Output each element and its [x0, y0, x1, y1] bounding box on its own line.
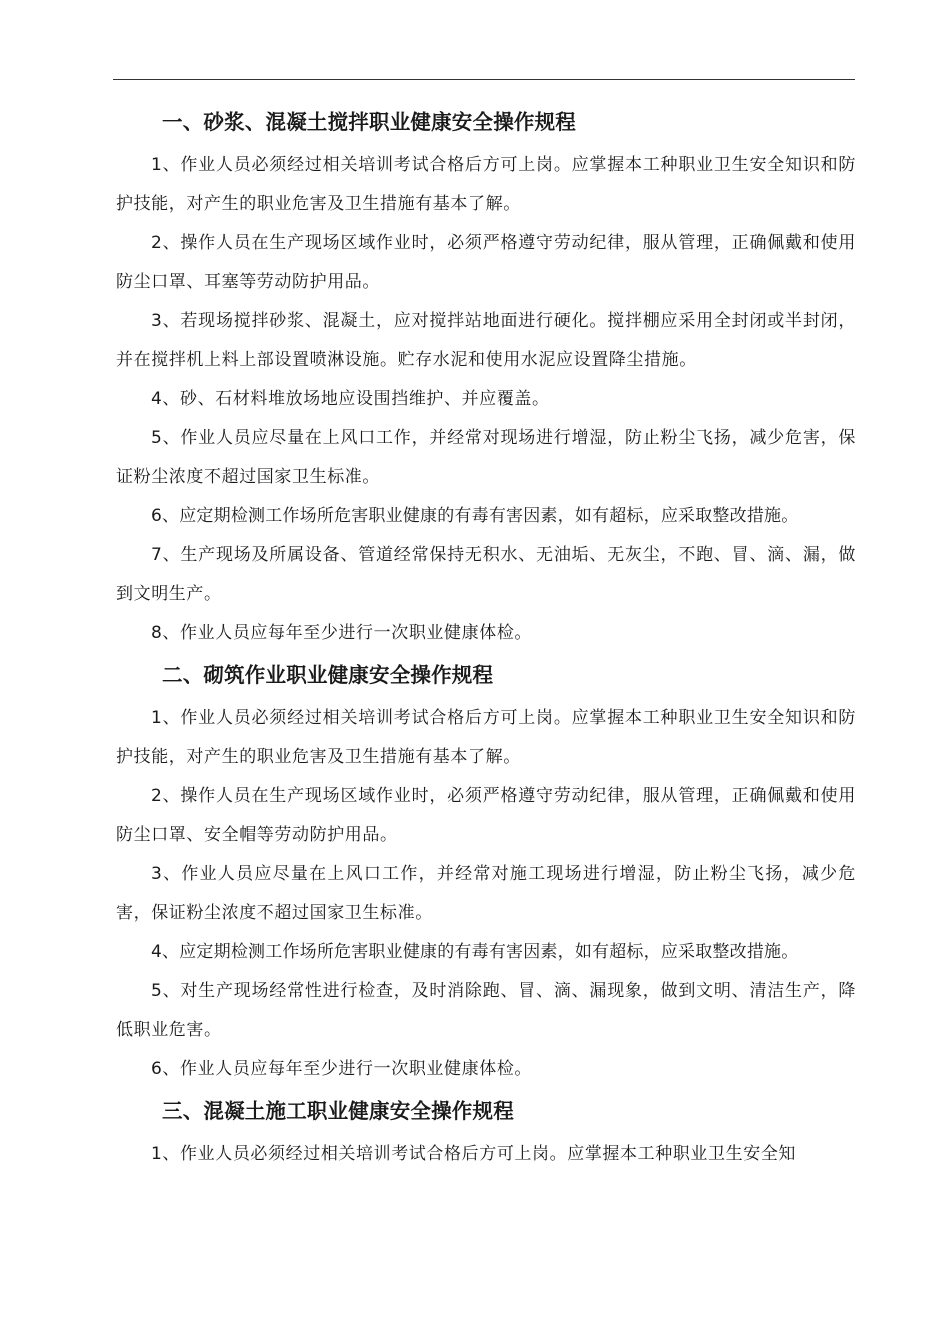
section-heading: 二、砌筑作业职业健康安全操作规程: [162, 663, 494, 687]
list-item: 2、操作人员在生产现场区域作业时，必须严格遵守劳动纪律，服从管理，正确佩戴和使用防尘口罩、安全帽等劳动防护用品。: [116, 786, 856, 845]
list-item: 1、作业人员必须经过相关培训考试合格后方可上岗。应掌握本工种职业卫生安全知识和防护技能，对产生的职业危害及卫生措施有基本了解。: [116, 708, 856, 767]
header-rule: [113, 79, 855, 80]
list-item: 1、作业人员必须经过相关培训考试合格后方可上岗。应掌握本工种职业卫生安全知: [151, 1144, 797, 1164]
section-heading: 一、砂浆、混凝土搅拌职业健康安全操作规程: [162, 110, 576, 134]
section-heading: 三、混凝土施工职业健康安全操作规程: [162, 1099, 514, 1123]
list-item: 3、作业人员应尽量在上风口工作，并经常对施工现场进行增湿，防止粉尘飞扬，减少危害，保证粉尘浓度不超过国家卫生标准。: [116, 864, 856, 923]
list-item: 3、若现场搅拌砂浆、混凝土，应对搅拌站地面进行硬化。搅拌棚应采用全封闭或半封闭，并在搅拌机上料上部设置喷淋设施。贮存水泥和使用水泥应设置降尘措施。: [116, 311, 856, 370]
list-item: 6、作业人员应每年至少进行一次职业健康体检。: [151, 1059, 533, 1079]
list-item: 5、对生产现场经常性进行检查，及时消除跑、冒、滴、漏现象，做到文明、清洁生产，降低职业危害。: [116, 981, 856, 1040]
section-mortar-concrete-mixing: [116, 100, 856, 653]
section-concrete-construction: [116, 1089, 856, 1174]
list-item: 6、应定期检测工作场所危害职业健康的有毒有害因素，如有超标，应采取整改措施。: [151, 506, 799, 526]
list-item: 5、作业人员应尽量在上风口工作，并经常对现场进行增湿，防止粉尘飞扬，减少危害，保证粉尘浓度不超过国家卫生标准。: [116, 428, 856, 487]
list-item: 7、生产现场及所属设备、管道经常保持无积水、无油垢、无灰尘，不跑、冒、滴、漏，做到文明生产。: [116, 545, 856, 604]
list-item: 4、砂、石材料堆放场地应设围挡维护、并应覆盖。: [151, 389, 550, 409]
list-item: 4、应定期检测工作场所危害职业健康的有毒有害因素，如有超标，应采取整改措施。: [151, 942, 799, 962]
list-item: 2、操作人员在生产现场区域作业时，必须严格遵守劳动纪律，服从管理，正确佩戴和使用防尘口罩、耳塞等劳动防护用品。: [116, 233, 856, 292]
list-item: 8、作业人员应每年至少进行一次职业健康体检。: [151, 623, 533, 643]
list-item: 1、作业人员必须经过相关培训考试合格后方可上岗。应掌握本工种职业卫生安全知识和防护技能，对产生的职业危害及卫生措施有基本了解。: [116, 155, 856, 214]
document-body: [116, 100, 856, 1174]
section-masonry-work: [116, 653, 856, 1089]
